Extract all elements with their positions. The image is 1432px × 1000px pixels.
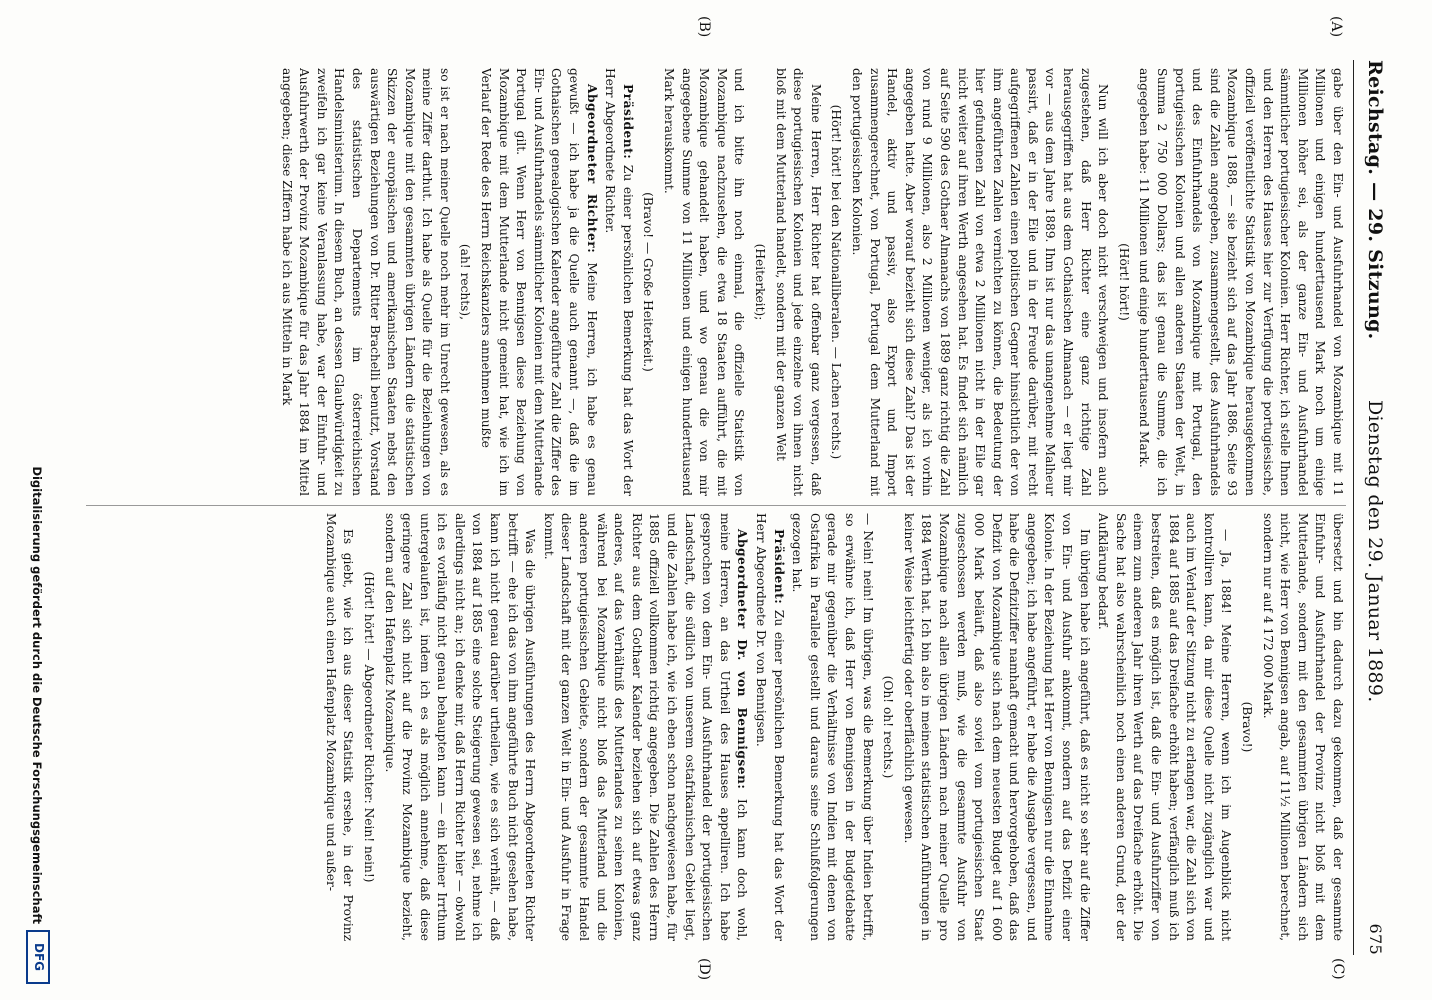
paragraph: Präsident: Zu einer persönlichen Bemerkung hat das Wort der Herr Abgeordnete Dr. von Bennigsen. xyxy=(754,513,786,941)
right-column xyxy=(81,513,1346,941)
speaker-name: Präsident: xyxy=(771,529,786,605)
paragraph: und ich bitte ihn noch einmal, die offizielle Statistik von Mozambique nachzusehen, die etwa 18 Staaten aufführt, die mit Mozambique gehandelt haben, und wo genau die von mir angegebene Summe von 11 Millionen und einigen hunderttausend Mark herauskommt. xyxy=(662,68,747,496)
paragraph: Abgeordneter Richter: Meine Herren, ich habe es genau gewußt — ich habe ja die Quelle auch genannt —, daß die im Gothaischen genealogischen Kalender angeführte Zahl die Ziffer des Ein- und Ausfuhrhandels sämmtlicher Kolonien mit dem Mutterlande Portugal gilt. Wenn Herr von Bennigsen diese Beziehung von Mozambique mit dem Mutterlande nicht gemeint hat, wie ich im Verlauf der Rede des Herrn Reichskanzlers annehmen mußte xyxy=(479,68,599,496)
speaker-name: Präsident: xyxy=(620,84,635,160)
paragraph: Nun will ich aber doch nicht verschweigen und insofern auch zugestehen, daß Herr Richter eine ganz richtige Zahl herausgegriffen hat aus dem Gothaischen Almanach — er liegt mir vor — aus dem Jahre 1889. Ihm ist nur das unangenehme Malheur passirt, daß er in der Eile und in der Freude darüber, mit recht aufgegriffenen Zahlen einen politischen Gegner hinsichtlich der von ihm angeführten Zahlen vernichten zu können, die Bedeutung der hier gefundenen Zahl von etwa 2 Millionen nicht in der Eile gar nicht weiter auf ihren Werth angesehen hat. Es findet sich nämlich auf Seite 590 des Gothaer Almanachs von 1889 ganz richtig die Zahl von rund 9 Millionen, also 2 Millionen weniger, als ich vorhin angegeben hatte. Aber worauf bezieht sich diese Zahl? Das ist der Handel, aktiv und passiv, also Export und Import zusammengerechnet, von Portugal, Portugal dem Mutterland mit den portugiesischen Kolonien. xyxy=(849,68,1111,496)
page-header xyxy=(1353,60,1394,955)
interjection: (Hört! hört!) xyxy=(1116,243,1131,321)
left-column xyxy=(81,68,1346,496)
interjection: (Hört! hört! bei den Nationalliberalen. — Lachen rechts.) xyxy=(829,104,844,460)
paragraph: Im übrigen habe ich angeführt, daß es nicht so sehr auf die Ziffer von Ein- und Ausfuhr ankommt, sondern auf das Defizit einer Kolonie. In der Beziehung hat Herr von Bennigsen nur die Einnahme angegeben; ich habe angeführt, er habe die Ausgabe vergessen, und habe die Defizitziffer namhaft gemacht und hervorgehoben, daß das Defizit von Mozambique sich nach dem neuesten Budget auf 1 600 000 Mark beläuft, daß also soviel vom portugiesischen Staat zugeschossen werden muß, wie die gesammte Ausfuhr von Mozambique nach allen übrigen Ländern nach meiner Quelle pro 1884 Werth hat. Ich bin also in meinen statistischen Anführungen in keiner Weise leichtfertig oder oberflächlich gewesen. xyxy=(901,513,1092,941)
interjection: (Oh! oh! rechts.) xyxy=(881,675,896,779)
paragraph: so ist er nach meiner Quelle noch mehr im Unrecht gewesen, als es meine Ziffer darthut. Ich habe als Quelle für die Beziehungen von Mozambique mit den gesammten übrigen Ländern die statistischen Skizzen der europäischen und amerikanischen Staaten nebst den auswärtigen Beziehungen von Dr. Ritter Brachelli benutzt, Vorstand des statistischen Departements im österreichischen Handelsministerium. In diesem Buch, an dessen Glaubwürdigkeit zu zweifeln ich gar keine Veranlassung habe, war der Einfuhr- und Ausfuhrwerth der Provinz Mozambique für das Jahr 1884 im Mittel angegeben; diese Ziffern habe ich aus Mitteln in Mark xyxy=(279,68,452,496)
interjection: (ah! rechts), xyxy=(458,243,473,321)
paragraph: Abgeordneter Dr. von Bennigsen: Ich kann doch wohl, meine Herren, an das Urtheil des Hauses appelliren. Ich habe gesprochen von dem Ein- und Ausfuhrhandel der portugiesischen Landschaft, die südlich von unserem ostafrikanischen Gebiet liegt, und die Zahlen habe ich, wie ich eben schon nachgewiesen habe, für 1885 offiziell vollkommen richtig angegeben. Die Zahlen des Herrn Richter aus dem Gothaer Kalender beziehen sich auf etwas ganz anderes, auf das Verhältniß des Mutterlandes zu seinen Kolonien, während bei Mozambique nicht bloß das Mutterland und die anderen portugiesischen Gebiete, sondern der gesammte Handel dieser Landschaft mit der ganzen Welt in Ein- und Ausfuhr in Frage kommt. xyxy=(541,513,750,941)
interjection: (Heiterkeit); xyxy=(753,243,767,321)
header-session: Reichstag. — 29. Sitzung. xyxy=(1364,60,1386,340)
margin-mark-a: (A) xyxy=(1328,16,1344,38)
margin-mark-b: (B) xyxy=(696,16,712,38)
column-divider xyxy=(86,505,1346,506)
interjection: (Hört! hört! — Abgeordneter Richter: Nein! nein!) xyxy=(361,571,376,883)
paragraph: gabe über den Ein- und Ausfuhrhandel von Mozambique mit 11 Millionen und einigen hunderttausend Mark noch um einige Millionen höher sei, als der ganze Ein- und Ausfuhrhandel sämmtlicher portugiesischer Kolonien. Herr Richter, ich stelle Ihnen und den Herren des Hauses hier zur Verfügung die portugiesische, offiziell veröffentlichte Statistik von Mozambique herausgekommen Mozambique 1888, — sie bezieht sich auf das Jahr 1886. Seite 93 sind die Zahlen angegeben, zusammengestellt, des Ausfuhrhandels und des Einfuhrhandels von Mozambique mit Portugal, den portugiesischen Kolonien und allen anderen Staaten der Welt, in Summa 2 750 000 Dollars; das ist genau die Summe, die ich angegeben habe: 11 Millionen und einige hunderttausend Mark. xyxy=(1137,68,1345,496)
interjection: (Bravo! — Große Heiterkeit.) xyxy=(641,192,656,372)
margin-mark-d: (D) xyxy=(696,958,712,981)
dfg-logo: DFG xyxy=(26,930,50,984)
paragraph: Was die übrigen Ausführungen des Herrn Abgeordneten Richter betrifft — ehe ich das von ihm angeführte Buch nicht gesehen habe, kann ich nicht genau darüber urtheilen, wie es sich verhält, — daß von 1884 auf 1885 eine solche Steigerung gewesen sei, nehme ich allerdings nicht an; ich denke mir, daß Herrn Richter hier — obwohl ich es vorläufig nicht genau behaupten kann — ein kleiner Irrthum untergelaufen ist, indem ich es als möglich annehme, daß diese geringere Zahl sich nicht auf die Provinz Mozambique bezieht, sondern auf den Hafenplatz Mozambique. xyxy=(382,513,538,941)
paragraph: Es giebt, wie ich aus dieser Statistik ersehe, in der Provinz Mozambique auch einen Hafenplatz Mozambique und außer- xyxy=(323,513,356,941)
page-number: 675 xyxy=(1366,923,1385,955)
dfg-credit-text: Digitalisierung gefördert durch die Deutsche Forschungsgemeinschaft xyxy=(30,466,44,924)
speaker-name: Abgeordneter Richter: xyxy=(584,84,599,254)
speaker-name: Abgeordneter Dr. von Bennigsen: xyxy=(735,529,750,790)
digitization-footer xyxy=(0,0,72,1000)
header-date: Dienstag den 29. Januar 1889. xyxy=(1364,400,1386,703)
margin-mark-c: (C) xyxy=(1330,958,1346,980)
paragraph: — Ja, 1884! Meine Herren, wenn ich im Augenblick nicht kontrolliren kann, da mir diese Quelle nicht zugänglich war und auch im Verlauf der Sitzung nicht zu erlangen war, die Zahl sich von 1884 auf 1885 auf das Dreifache erhöht haben; verfänglich muß ich bestreiten, daß es möglich ist, daß die Ein- und Ausfuhrziffer von einem zum anderen Jahr ihren Werth auf das Dreifache erhöht. Die Sache hat also wahrscheinlich noch einen anderen Grund, der der Aufklärung bedarf. xyxy=(1096,513,1234,941)
paragraph: übersetzt und bin dadurch dazu gekommen, daß der gesammte Einfuhr- und Ausfuhrhandel der Provinz nicht bloß mit dem Mutterlande, sondern mit den gesammten übrigen Ländern sich nicht, wie Herr von Bennigsen angab, auf 11½ Millionen berechnet, sondern nur auf 4 172 000 Mark. xyxy=(1260,513,1345,941)
paragraph: — Nein! nein! Im übrigen, was die Bemerkung über Indien betrifft, so erwähne ich, daß Herr von Bennigsen in der Budgetdebatte gerade mir gegenüber die Verhältnisse von Indien mit denen von Ostafrika in Parallele gestellt und daraus seine Schlußfolgerungen gezogen hat. xyxy=(790,513,875,941)
interjection: (Bravo!) xyxy=(1240,701,1255,753)
paragraph: Präsident: Zu einer persönlichen Bemerkung hat das Wort der Herr Abgeordnete Richter. xyxy=(603,68,635,496)
paragraph: Meine Herren, Herr Richter hat offenbar ganz vergessen, daß diese portugiesischen Kolonien und jede einzelne von ihnen nicht bloß mit dem Mutterland handelt, sondern mit der ganzen Welt xyxy=(773,68,823,496)
